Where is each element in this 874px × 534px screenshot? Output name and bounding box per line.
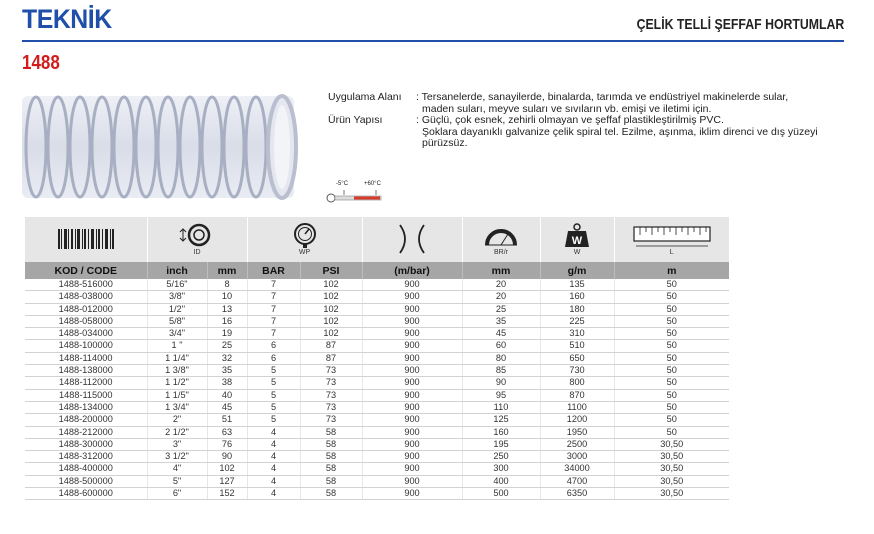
cell-inch: 1 1/5" [147, 389, 207, 401]
cell-psi: 73 [300, 414, 362, 426]
cell-inch: 3 1/2" [147, 451, 207, 463]
cell-id-mm: 127 [207, 475, 247, 487]
cell-inch: 1/2'' [147, 303, 207, 315]
cell-code: 1488-038000 [25, 291, 147, 303]
cell-vacuum: 900 [362, 463, 462, 475]
cell-id-mm: 38 [207, 377, 247, 389]
cell-vacuum: 900 [362, 438, 462, 450]
cell-bend-mm: 90 [462, 377, 540, 389]
cell-bar: 7 [247, 315, 300, 327]
cell-bar: 5 [247, 377, 300, 389]
cell-psi: 58 [300, 438, 362, 450]
cell-psi: 58 [300, 451, 362, 463]
cell-weight: 1950 [540, 426, 614, 438]
table-row [25, 463, 729, 475]
cell-code: 1488-034000 [25, 328, 147, 340]
cell-id-mm: 8 [207, 279, 247, 291]
cell-psi: 102 [300, 279, 362, 291]
barcode-icon [56, 227, 116, 251]
cell-weight: 730 [540, 365, 614, 377]
cell-code: 1488-012000 [25, 303, 147, 315]
cell-length: 50 [614, 340, 729, 352]
cell-psi: 87 [300, 352, 362, 364]
cell-inch: 5" [147, 475, 207, 487]
table-row [25, 451, 729, 463]
bend-radius-icon-cell [462, 217, 540, 262]
cell-vacuum: 900 [362, 488, 462, 500]
cell-psi: 58 [300, 426, 362, 438]
page-title: ÇELİK TELLİ ŞEFFAF HORTUMLAR [636, 16, 844, 33]
cell-weight: 1200 [540, 414, 614, 426]
cell-bend-mm: 195 [462, 438, 540, 450]
cell-bar: 4 [247, 475, 300, 487]
cell-id-mm: 102 [207, 463, 247, 475]
cell-bar: 6 [247, 352, 300, 364]
cell-bend-mm: 85 [462, 365, 540, 377]
cell-length: 30,50 [614, 438, 729, 450]
cell-length: 50 [614, 377, 729, 389]
cell-code: 1488-500000 [25, 475, 147, 487]
col-bend-mm: mm [462, 262, 540, 279]
cell-weight: 160 [540, 291, 614, 303]
cell-length: 50 [614, 414, 729, 426]
cell-inch: 5/8" [147, 315, 207, 327]
cell-psi: 102 [300, 303, 362, 315]
cell-vacuum: 900 [362, 426, 462, 438]
cell-vacuum: 900 [362, 389, 462, 401]
svg-text:W: W [571, 235, 583, 247]
cell-bend-mm: 20 [462, 279, 540, 291]
cell-weight: 510 [540, 340, 614, 352]
br-label: BR/r [494, 249, 508, 256]
cell-code: 1488-138000 [25, 365, 147, 377]
cell-bend-mm: 80 [462, 352, 540, 364]
cell-psi: 58 [300, 488, 362, 500]
cell-inch: 5/16" [147, 279, 207, 291]
cell-id-mm: 32 [207, 352, 247, 364]
col-psi: PSI [300, 262, 362, 279]
wp-icon-cell [247, 217, 362, 262]
cell-inch: 1 3/8" [147, 365, 207, 377]
pressure-gauge-icon [290, 223, 320, 249]
cell-code: 1488-400000 [25, 463, 147, 475]
cell-bar: 4 [247, 438, 300, 450]
table-row [25, 291, 729, 303]
table-row [25, 488, 729, 500]
bend-radius-icon [481, 223, 521, 249]
cell-code: 1488-112000 [25, 377, 147, 389]
cell-psi: 73 [300, 401, 362, 413]
cell-inch: 2" [147, 414, 207, 426]
cell-bend-mm: 500 [462, 488, 540, 500]
thermometer-icon [326, 180, 386, 208]
cell-weight: 135 [540, 279, 614, 291]
weight-icon [562, 223, 592, 249]
cell-length: 50 [614, 352, 729, 364]
cell-bar: 5 [247, 401, 300, 413]
cell-weight: 225 [540, 315, 614, 327]
cell-bar: 6 [247, 340, 300, 352]
cell-vacuum: 900 [362, 401, 462, 413]
cell-id-mm: 45 [207, 401, 247, 413]
cell-bar: 7 [247, 291, 300, 303]
cell-code: 1488-300000 [25, 438, 147, 450]
cell-bar: 4 [247, 451, 300, 463]
weight-icon-cell [540, 217, 614, 262]
cell-code: 1488-100000 [25, 340, 147, 352]
table-row [25, 475, 729, 487]
cell-bend-mm: 250 [462, 451, 540, 463]
cell-id-mm: 19 [207, 328, 247, 340]
cell-psi: 73 [300, 377, 362, 389]
cell-length: 50 [614, 315, 729, 327]
cell-bend-mm: 125 [462, 414, 540, 426]
cell-bend-mm: 45 [462, 328, 540, 340]
cell-id-mm: 40 [207, 389, 247, 401]
length-icon-cell [614, 217, 729, 262]
cell-weight: 4700 [540, 475, 614, 487]
cell-code: 1488-312000 [25, 451, 147, 463]
table-row [25, 414, 729, 426]
cell-id-mm: 16 [207, 315, 247, 327]
cell-inch: 3/8" [147, 291, 207, 303]
cell-bar: 4 [247, 426, 300, 438]
col-id-mm: mm [207, 262, 247, 279]
cell-code: 1488-516000 [25, 279, 147, 291]
table-row [25, 279, 729, 291]
cell-weight: 1100 [540, 401, 614, 413]
structure-text-2: Şoklara dayanıklı galvanize çelik spiral tel. Ezilme, aşınma, iklim direnci ve dış yüzeyi [422, 125, 818, 138]
id-label: ID [193, 249, 201, 256]
cell-id-mm: 63 [207, 426, 247, 438]
cell-length: 30,50 [614, 488, 729, 500]
ruler-icon [632, 223, 712, 249]
cell-id-mm: 13 [207, 303, 247, 315]
l-label: L [669, 249, 674, 256]
wp-label: WP [298, 249, 311, 256]
cell-id-mm: 35 [207, 365, 247, 377]
col-code: KOD / CODE [25, 262, 147, 279]
cell-length: 50 [614, 389, 729, 401]
cell-bend-mm: 20 [462, 291, 540, 303]
temperature-range [326, 180, 386, 208]
cell-bar: 7 [247, 303, 300, 315]
cell-weight: 3000 [540, 451, 614, 463]
cell-bend-mm: 160 [462, 426, 540, 438]
application-label: Uygulama Alanı [328, 91, 402, 103]
cell-vacuum: 900 [362, 451, 462, 463]
cell-vacuum: 900 [362, 315, 462, 327]
cell-code: 1488-115000 [25, 389, 147, 401]
spec-table-body [25, 279, 729, 500]
column-header-row [25, 262, 729, 279]
col-weight: g/m [540, 262, 614, 279]
structure-text: : Güçlü, çok esnek, zehirli olmayan ve şeffaf plastikleştirilmiş PVC. [416, 114, 724, 126]
cell-inch: 3" [147, 438, 207, 450]
cell-bend-mm: 25 [462, 303, 540, 315]
id-icon-cell [147, 217, 247, 262]
cell-psi: 102 [300, 315, 362, 327]
header-divider [22, 40, 844, 42]
table-row [25, 315, 729, 327]
cell-length: 50 [614, 328, 729, 340]
cell-code: 1488-600000 [25, 488, 147, 500]
cell-inch: 4" [147, 463, 207, 475]
table-row [25, 303, 729, 315]
spec-table [25, 217, 729, 500]
cell-length: 50 [614, 303, 729, 315]
cell-bar: 5 [247, 365, 300, 377]
cell-id-mm: 51 [207, 414, 247, 426]
cell-inch: 1 1/2" [147, 377, 207, 389]
table-row [25, 389, 729, 401]
cell-psi: 102 [300, 328, 362, 340]
cell-psi: 58 [300, 475, 362, 487]
cell-length: 50 [614, 291, 729, 303]
cell-weight: 800 [540, 377, 614, 389]
cell-inch: 1 " [147, 340, 207, 352]
cell-length: 50 [614, 401, 729, 413]
cell-weight: 310 [540, 328, 614, 340]
cell-length: 30,50 [614, 475, 729, 487]
w-label: W [573, 249, 581, 256]
cell-bend-mm: 60 [462, 340, 540, 352]
table-row [25, 352, 729, 364]
cell-inch: 3/4" [147, 328, 207, 340]
table-row [25, 328, 729, 340]
cell-vacuum: 900 [362, 414, 462, 426]
cell-id-mm: 25 [207, 340, 247, 352]
cell-vacuum: 900 [362, 475, 462, 487]
cell-code: 1488-134000 [25, 401, 147, 413]
cell-length: 50 [614, 365, 729, 377]
cell-length: 50 [614, 279, 729, 291]
cell-id-mm: 152 [207, 488, 247, 500]
cell-bar: 5 [247, 389, 300, 401]
cell-bend-mm: 110 [462, 401, 540, 413]
cell-psi: 87 [300, 340, 362, 352]
structure-label: Ürün Yapısı [328, 114, 383, 126]
cell-weight: 870 [540, 389, 614, 401]
cell-vacuum: 900 [362, 340, 462, 352]
cell-code: 1488-200000 [25, 414, 147, 426]
cell-bar: 4 [247, 463, 300, 475]
cell-weight: 6350 [540, 488, 614, 500]
cell-length: 50 [614, 426, 729, 438]
table-row [25, 365, 729, 377]
col-vacuum: (m/bar) [362, 262, 462, 279]
col-bar: BAR [247, 262, 300, 279]
cell-bend-mm: 35 [462, 315, 540, 327]
hose-illustration [22, 88, 300, 206]
cell-bend-mm: 95 [462, 389, 540, 401]
cell-code: 1488-212000 [25, 426, 147, 438]
cell-id-mm: 10 [207, 291, 247, 303]
cell-bar: 5 [247, 414, 300, 426]
cell-bend-mm: 400 [462, 475, 540, 487]
cell-inch: 1 3/4" [147, 401, 207, 413]
cell-inch: 6" [147, 488, 207, 500]
cell-bend-mm: 300 [462, 463, 540, 475]
table-row [25, 340, 729, 352]
col-inch: inch [147, 262, 207, 279]
cell-psi: 102 [300, 291, 362, 303]
table-row [25, 377, 729, 389]
cell-weight: 180 [540, 303, 614, 315]
cell-code: 1488-114000 [25, 352, 147, 364]
cell-inch: 1 1/4" [147, 352, 207, 364]
application-text-2: maden suları, meyve suları ve sıvıların vb. emişi ve iletimi için. [422, 102, 712, 115]
col-length: m [614, 262, 729, 279]
table-row [25, 426, 729, 438]
inner-diameter-icon [177, 223, 217, 249]
cell-id-mm: 76 [207, 438, 247, 450]
cell-weight: 650 [540, 352, 614, 364]
cell-psi: 73 [300, 365, 362, 377]
icon-header-row [25, 217, 729, 262]
cell-psi: 73 [300, 389, 362, 401]
product-code: 1488 [22, 52, 60, 74]
cell-vacuum: 900 [362, 279, 462, 291]
cell-bar: 7 [247, 279, 300, 291]
product-description [328, 92, 842, 150]
barcode-cell [25, 217, 147, 262]
temperature-max: +60°C [364, 181, 381, 187]
cell-vacuum: 900 [362, 303, 462, 315]
cell-bar: 4 [247, 488, 300, 500]
cell-code: 1488-058000 [25, 315, 147, 327]
cell-id-mm: 90 [207, 451, 247, 463]
cell-vacuum: 900 [362, 377, 462, 389]
vacuum-icon-cell [362, 217, 462, 262]
cell-bar: 7 [247, 328, 300, 340]
structure-text-3: pürüzsüz. [422, 137, 468, 149]
table-row [25, 438, 729, 450]
temperature-min: -5°C [336, 181, 349, 187]
cell-weight: 2500 [540, 438, 614, 450]
brand-logo: TEKNİK [22, 4, 112, 34]
cell-length: 30,50 [614, 463, 729, 475]
cell-psi: 58 [300, 463, 362, 475]
cell-length: 30,50 [614, 451, 729, 463]
vacuum-icon [394, 222, 430, 256]
cell-vacuum: 900 [362, 291, 462, 303]
cell-vacuum: 900 [362, 328, 462, 340]
cell-vacuum: 900 [362, 352, 462, 364]
application-text: : Tersanelerde, sanayilerde, binalarda, tarımda ve endüstriyel makinelerde sular, [416, 91, 789, 103]
cell-vacuum: 900 [362, 365, 462, 377]
cell-inch: 2 1/2" [147, 426, 207, 438]
cell-weight: 34000 [540, 463, 614, 475]
table-row [25, 401, 729, 413]
